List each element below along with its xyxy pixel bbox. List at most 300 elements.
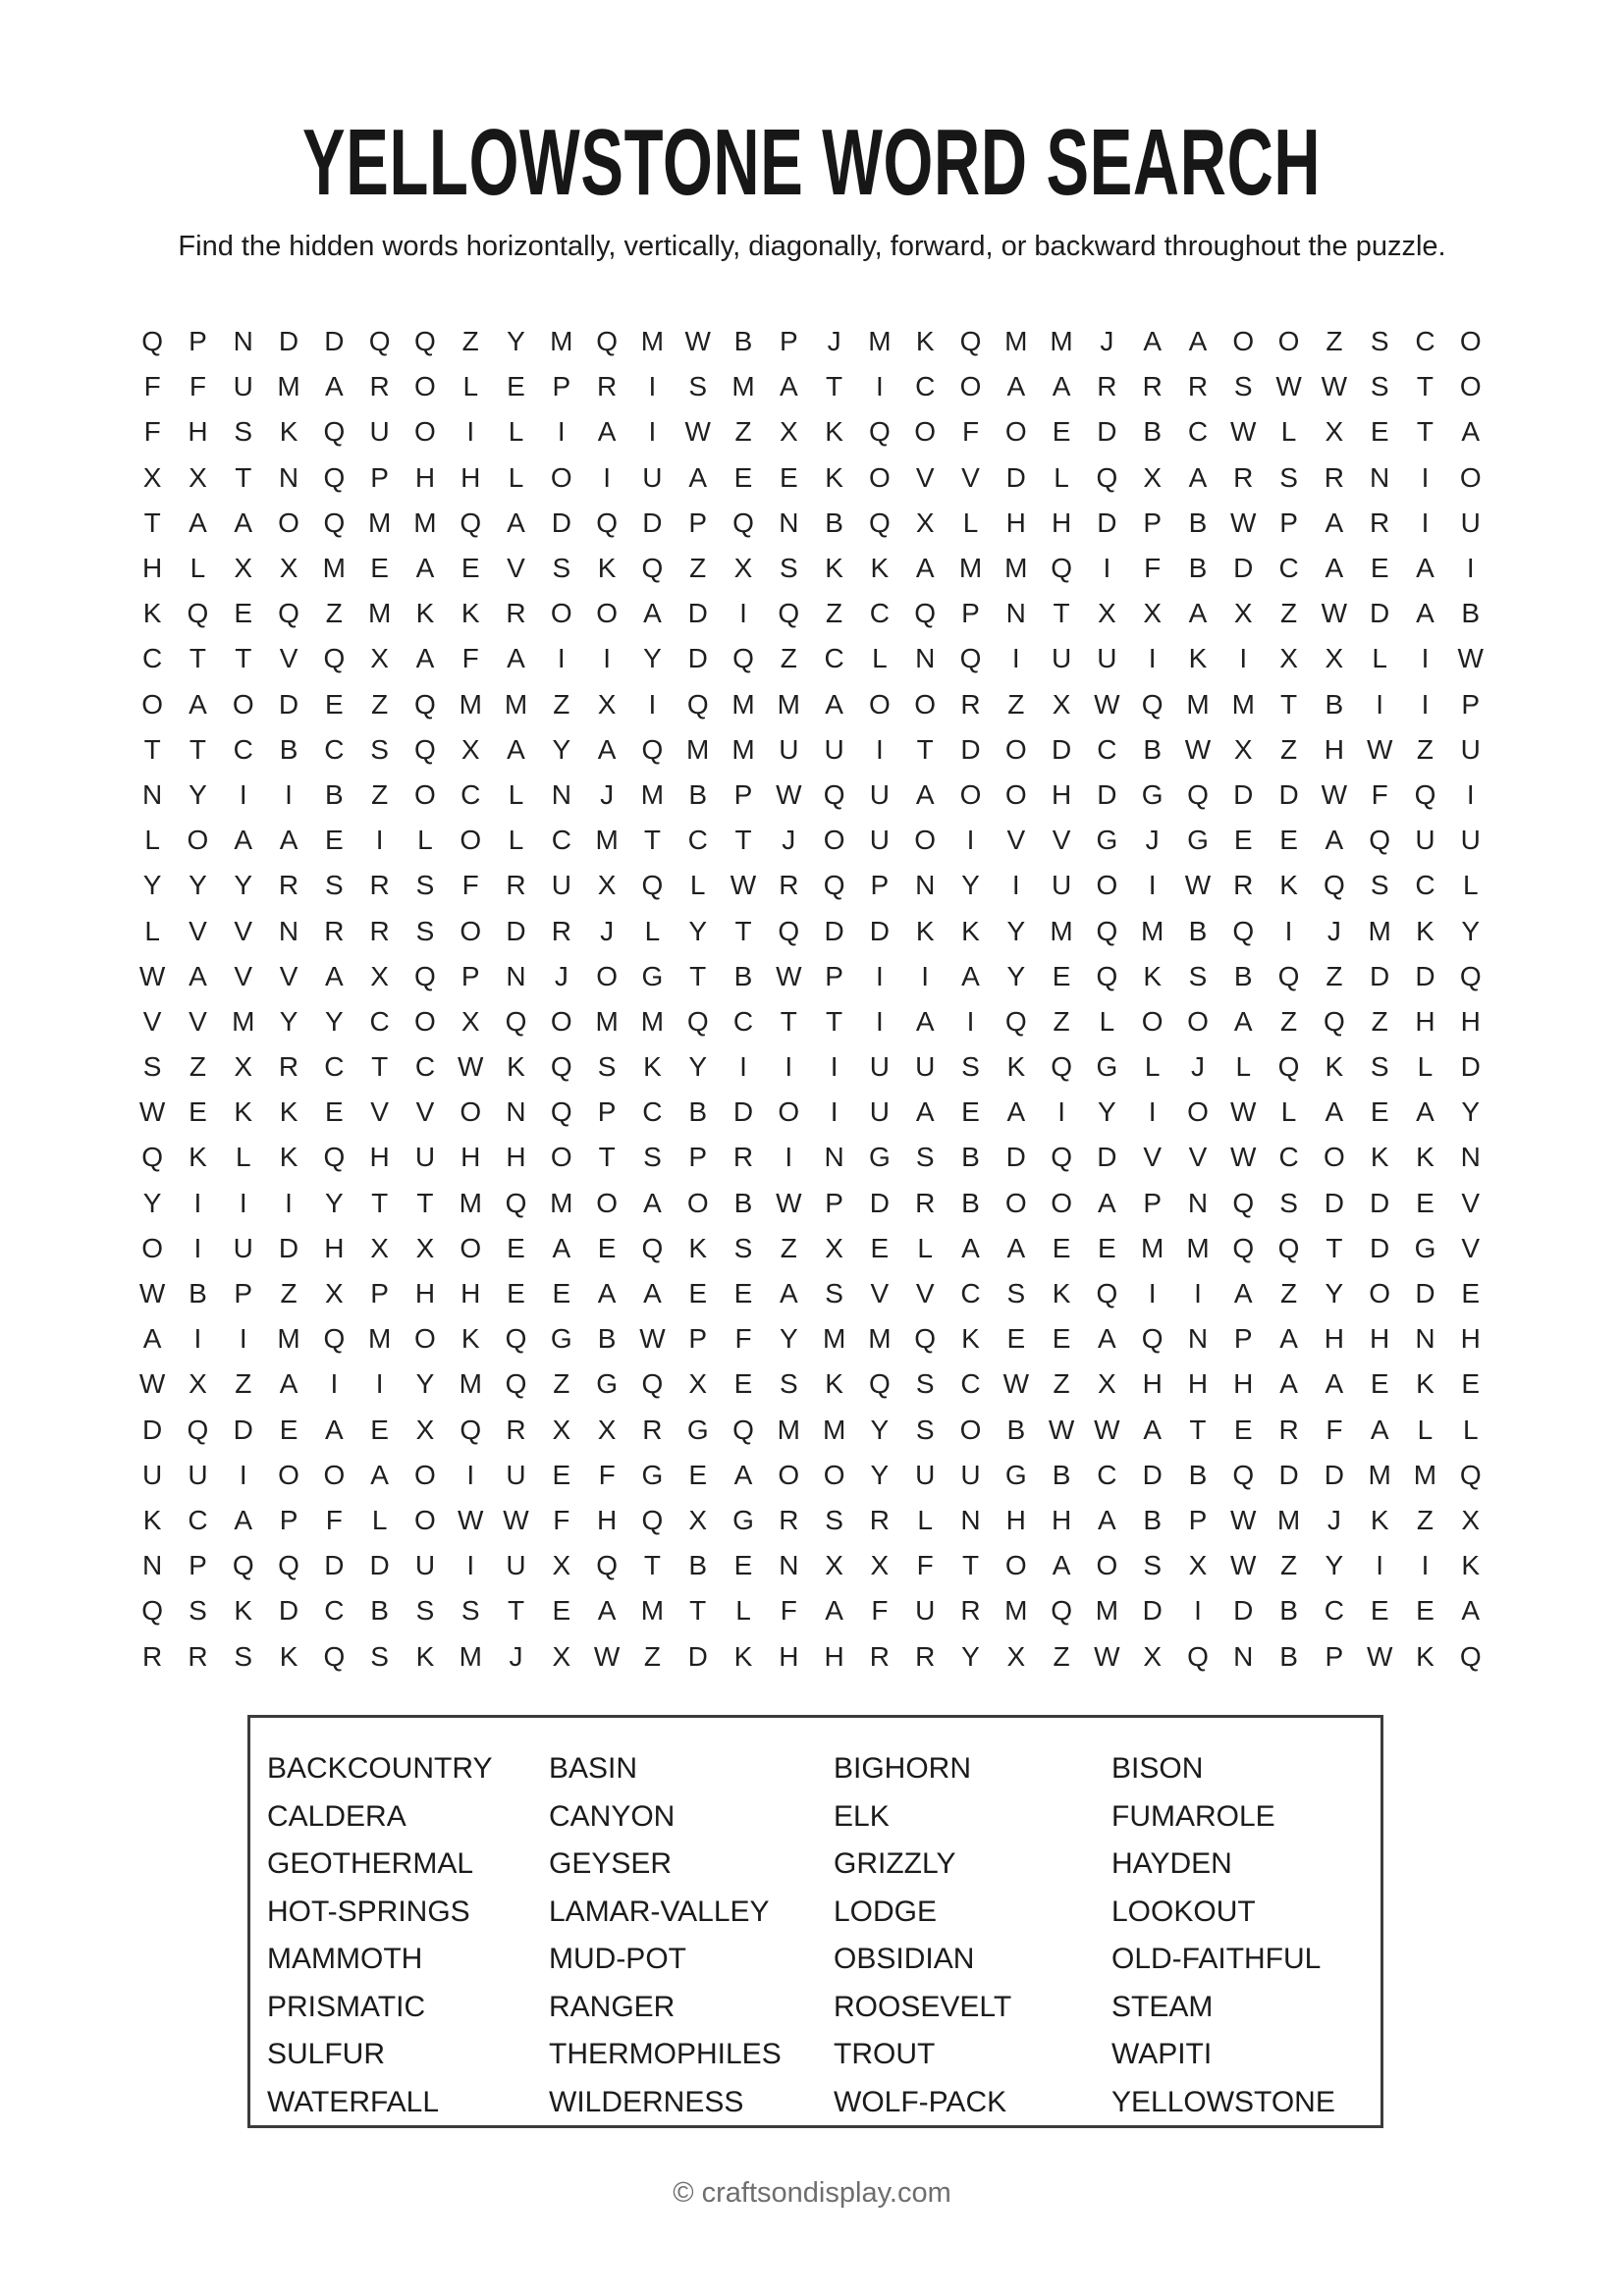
grid-letter: E xyxy=(1370,1595,1389,1627)
grid-letter: K xyxy=(1188,643,1208,674)
grid-letter: Z xyxy=(553,1368,570,1400)
grid-letter: M xyxy=(822,1414,846,1445)
grid-letter: P xyxy=(688,507,708,538)
grid-letter: D xyxy=(1278,778,1299,810)
grid-letter: F xyxy=(598,1459,616,1490)
grid-letter: Q xyxy=(414,688,436,720)
word-item: THERMOPHILES xyxy=(549,2038,782,2070)
grid-letter: U xyxy=(1051,870,1072,901)
grid-letter: Q xyxy=(596,507,618,538)
grid-letter: A xyxy=(234,507,253,538)
grid-letter: K xyxy=(507,1051,525,1083)
word-item: OLD-FAITHFUL xyxy=(1111,1943,1322,1975)
grid-letter: X xyxy=(1188,1550,1208,1581)
grid-letter: X xyxy=(142,461,162,493)
grid-letter: Y xyxy=(870,1414,890,1445)
grid-letter: Q xyxy=(232,1550,254,1581)
grid-letter: Y xyxy=(1098,1096,1116,1128)
word-item: LODGE xyxy=(834,1895,938,1928)
grid-letter: W xyxy=(1002,1368,1029,1400)
grid-letter: W xyxy=(639,1323,666,1355)
grid-letter: U xyxy=(960,1459,981,1490)
grid-letter: X xyxy=(1233,733,1253,765)
grid-letter: V xyxy=(370,1096,389,1128)
grid-letter: I xyxy=(876,960,884,991)
grid-letter: Q xyxy=(141,326,164,357)
grid-letter: I xyxy=(785,1142,793,1173)
grid-letter: N xyxy=(1187,1323,1209,1355)
grid-letter: K xyxy=(1325,1051,1344,1083)
grid-letter: P xyxy=(1188,1504,1208,1535)
grid-letter: D xyxy=(1097,1142,1117,1173)
word-item: WAPITI xyxy=(1111,2038,1213,2070)
grid-letter: M xyxy=(731,688,755,720)
grid-letter: B xyxy=(1006,1414,1026,1445)
grid-letter: A xyxy=(733,1459,753,1490)
grid-letter: A xyxy=(825,688,843,720)
grid-letter: Q xyxy=(1187,1640,1209,1672)
grid-letter: O xyxy=(914,825,937,856)
grid-letter: D xyxy=(506,915,526,946)
word-item: WILDERNESS xyxy=(549,2085,744,2118)
grid-letter: J xyxy=(1145,825,1160,856)
grid-letter: E xyxy=(1461,1278,1481,1309)
grid-letter: Q xyxy=(1277,960,1300,991)
grid-letter: L xyxy=(917,1232,933,1263)
grid-letter: Q xyxy=(1414,778,1436,810)
grid-letter: E xyxy=(1052,1323,1071,1355)
grid-letter: C xyxy=(732,1005,754,1037)
grid-letter: F xyxy=(871,1595,889,1627)
grid-letter: J xyxy=(1100,326,1114,357)
grid-letter: O xyxy=(778,1459,800,1490)
grid-letter: A xyxy=(142,1323,162,1355)
grid-letter: H xyxy=(1051,507,1072,538)
grid-letter: V xyxy=(1143,1142,1163,1173)
grid-letter: B xyxy=(1052,1459,1071,1490)
grid-letter: X xyxy=(1233,598,1253,629)
grid-letter: L xyxy=(689,870,706,901)
grid-letter: I xyxy=(1057,1096,1065,1128)
grid-letter: L xyxy=(1099,1005,1115,1037)
word-item: BACKCOUNTRY xyxy=(267,1752,493,1785)
word-list-box xyxy=(247,1715,1383,2128)
grid-letter: E xyxy=(733,1550,753,1581)
grid-letter: K xyxy=(234,1595,253,1627)
grid-letter: K xyxy=(1370,1142,1389,1173)
grid-letter: Q xyxy=(1232,1187,1255,1218)
grid-letter: P xyxy=(1325,1640,1344,1672)
grid-letter: M xyxy=(1141,1232,1164,1263)
grid-letter: B xyxy=(370,1595,389,1627)
grid-letter: K xyxy=(189,1142,207,1173)
grid-letter: N xyxy=(1460,1142,1481,1173)
grid-letter: I xyxy=(830,1096,839,1128)
grid-letter: A xyxy=(779,371,798,402)
grid-letter: A xyxy=(1325,553,1344,584)
grid-letter: P xyxy=(1461,688,1481,720)
grid-letter: B xyxy=(733,326,753,357)
grid-letter: T xyxy=(371,1051,389,1083)
grid-letter: O xyxy=(1004,1187,1027,1218)
grid-letter: O xyxy=(1004,778,1027,810)
grid-letter: Q xyxy=(1459,1640,1482,1672)
grid-letter: A xyxy=(1098,1323,1116,1355)
grid-letter: D xyxy=(732,1096,754,1128)
grid-letter: K xyxy=(279,1096,298,1128)
grid-letter: B xyxy=(688,1550,708,1581)
grid-letter: P xyxy=(234,1278,253,1309)
grid-letter: S xyxy=(733,1232,753,1263)
grid-letter: H xyxy=(1324,733,1344,765)
grid-letter: C xyxy=(188,1504,208,1535)
grid-letter: V xyxy=(279,643,298,674)
word-item: GEOTHERMAL xyxy=(267,1847,474,1880)
grid-letter: L xyxy=(1144,1051,1161,1083)
grid-letter: Q xyxy=(1232,1459,1255,1490)
grid-letter: W xyxy=(1184,733,1212,765)
grid-letter: X xyxy=(552,1414,571,1445)
grid-letter: I xyxy=(830,1051,839,1083)
grid-letter: D xyxy=(1005,1142,1026,1173)
grid-letter: Q xyxy=(959,326,982,357)
grid-letter: T xyxy=(826,371,843,402)
grid-letter: B xyxy=(733,1187,753,1218)
grid-letter: A xyxy=(915,778,935,810)
grid-letter: E xyxy=(324,688,344,720)
grid-letter: I xyxy=(557,643,566,674)
word-list-columns xyxy=(250,1718,1380,2126)
grid-letter: F xyxy=(734,1323,752,1355)
grid-letter: X xyxy=(779,416,798,448)
grid-letter: U xyxy=(869,1096,891,1128)
grid-letter: R xyxy=(779,1504,799,1535)
grid-letter: M xyxy=(1186,1232,1210,1263)
grid-letter: L xyxy=(371,1504,388,1535)
grid-letter: C xyxy=(324,1051,345,1083)
grid-letter: A xyxy=(415,553,435,584)
grid-letter: X xyxy=(870,1550,890,1581)
grid-letter: C xyxy=(960,1278,981,1309)
grid-letter: Z xyxy=(1416,1504,1435,1535)
grid-letter: H xyxy=(1460,1323,1481,1355)
grid-letter: C xyxy=(1415,870,1435,901)
grid-letter: Z xyxy=(1371,1005,1388,1037)
grid-letter: J xyxy=(1326,915,1341,946)
grid-letter: J xyxy=(1190,1051,1205,1083)
grid-letter: Z xyxy=(553,688,570,720)
grid-letter: X xyxy=(1006,1640,1026,1672)
grid-letter: M xyxy=(777,1414,800,1445)
grid-letter: T xyxy=(1189,1414,1207,1445)
grid-letter: E xyxy=(324,825,344,856)
grid-letter: Y xyxy=(552,733,571,765)
grid-letter: D xyxy=(869,1187,891,1218)
grid-letter: U xyxy=(142,1459,163,1490)
word-search-grid xyxy=(130,319,1493,1680)
grid-letter: E xyxy=(552,1278,571,1309)
grid-letter: E xyxy=(1416,1595,1435,1627)
grid-letter: J xyxy=(600,915,615,946)
grid-letter: D xyxy=(1415,1278,1435,1309)
grid-letter: A xyxy=(1098,1504,1116,1535)
grid-letter: Z xyxy=(1326,960,1343,991)
grid-letter: X xyxy=(825,1232,843,1263)
grid-letter: B xyxy=(1143,416,1163,448)
grid-letter: V xyxy=(234,915,253,946)
grid-letter: E xyxy=(1052,1232,1071,1263)
grid-letter: I xyxy=(1376,1550,1384,1581)
grid-letter: Z xyxy=(189,1051,206,1083)
grid-letter: O xyxy=(1096,1550,1118,1581)
grid-letter: Z xyxy=(1280,1005,1298,1037)
grid-letter: I xyxy=(193,1232,202,1263)
grid-letter: M xyxy=(686,733,710,765)
word-item: BIGHORN xyxy=(834,1752,972,1785)
grid-letter: W xyxy=(1094,1640,1120,1672)
grid-letter: P xyxy=(870,870,890,901)
grid-letter: B xyxy=(688,778,708,810)
grid-letter: X xyxy=(552,1550,571,1581)
grid-letter: D xyxy=(1051,733,1072,765)
grid-letter: P xyxy=(370,461,389,493)
grid-letter: C xyxy=(1278,1142,1299,1173)
grid-letter: E xyxy=(1006,1323,1026,1355)
grid-letter: V xyxy=(189,915,207,946)
grid-letter: O xyxy=(1323,1142,1345,1173)
grid-letter: W xyxy=(138,1278,166,1309)
grid-letter: K xyxy=(460,598,480,629)
grid-letter: B xyxy=(1188,507,1208,538)
grid-letter: T xyxy=(235,461,252,493)
grid-letter: H xyxy=(460,461,481,493)
grid-letter: R xyxy=(960,1595,981,1627)
grid-letter: D xyxy=(687,598,708,629)
grid-letter: E xyxy=(1052,416,1071,448)
grid-letter: A xyxy=(1370,1414,1389,1445)
grid-letter: I xyxy=(1466,778,1475,810)
grid-letter: P xyxy=(961,598,980,629)
grid-letter: A xyxy=(1006,371,1026,402)
grid-letter: H xyxy=(414,461,436,493)
grid-letter: Q xyxy=(732,507,754,538)
grid-letter: Z xyxy=(371,778,389,810)
grid-letter: N xyxy=(142,778,163,810)
grid-letter: A xyxy=(189,688,207,720)
grid-letter: O xyxy=(1187,1005,1209,1037)
grid-letter: Q xyxy=(187,1414,209,1445)
instructions-text: Find the hidden words horizontally, vertically, diagonally, forward, or backward throughout the puzzle. xyxy=(178,231,1446,262)
grid-letter: Q xyxy=(596,326,618,357)
grid-letter: X xyxy=(1098,1368,1116,1400)
grid-letter: Q xyxy=(414,326,436,357)
grid-letter: O xyxy=(232,688,254,720)
grid-letter: Z xyxy=(235,1368,252,1400)
grid-letter: H xyxy=(1142,1368,1163,1400)
grid-letter: F xyxy=(143,371,161,402)
grid-letter: S xyxy=(779,1368,798,1400)
grid-letter: R xyxy=(869,1640,891,1672)
grid-letter: Z xyxy=(689,553,707,584)
grid-letter: E xyxy=(1052,960,1071,991)
grid-letter: O xyxy=(959,371,982,402)
grid-letter: E xyxy=(961,1096,980,1128)
instructions xyxy=(0,230,1624,264)
grid-letter: U xyxy=(369,416,390,448)
grid-letter: Q xyxy=(732,643,754,674)
grid-letter: Q xyxy=(641,1232,664,1263)
grid-letter: S xyxy=(688,371,708,402)
word-item: LOOKOUT xyxy=(1111,1895,1256,1928)
grid-letter: I xyxy=(330,1368,339,1400)
grid-letter: G xyxy=(1187,825,1209,856)
grid-letter: Q xyxy=(1051,1051,1072,1083)
grid-letter: S xyxy=(460,1595,480,1627)
grid-letter: O xyxy=(414,778,436,810)
grid-letter: A xyxy=(1233,1278,1253,1309)
grid-letter: Y xyxy=(234,870,253,901)
grid-letter: I xyxy=(1148,643,1157,674)
word-item: GRIZZLY xyxy=(834,1847,956,1880)
grid-letter: M xyxy=(277,371,300,402)
grid-letter: H xyxy=(506,1142,526,1173)
grid-letter: C xyxy=(1324,1595,1344,1627)
grid-letter: D xyxy=(824,915,844,946)
grid-letter: Q xyxy=(460,507,482,538)
grid-letter: U xyxy=(915,1459,936,1490)
grid-letter: P xyxy=(688,1323,708,1355)
grid-letter: S xyxy=(142,1051,162,1083)
grid-letter: D xyxy=(278,1595,299,1627)
grid-letter: N xyxy=(506,960,526,991)
grid-letter: Z xyxy=(1326,326,1343,357)
grid-letter: I xyxy=(739,598,747,629)
grid-letter: L xyxy=(1235,1051,1252,1083)
grid-letter: I xyxy=(239,1323,247,1355)
grid-letter: P xyxy=(279,1504,298,1535)
grid-letter: E xyxy=(324,1096,344,1128)
grid-letter: I xyxy=(876,371,884,402)
grid-letter: M xyxy=(640,326,665,357)
grid-letter: L xyxy=(1417,1051,1434,1083)
grid-letter: Z xyxy=(643,1640,661,1672)
grid-letter: K xyxy=(415,1640,435,1672)
word-item: BISON xyxy=(1111,1752,1204,1785)
grid-letter: H xyxy=(1051,1504,1072,1535)
grid-letter: M xyxy=(868,1323,892,1355)
grid-letter: Q xyxy=(1277,1232,1300,1263)
grid-letter: P xyxy=(1279,507,1298,538)
grid-letter: O xyxy=(959,1414,982,1445)
grid-letter: K xyxy=(1416,915,1435,946)
grid-letter: I xyxy=(193,1187,202,1218)
word-item: BASIN xyxy=(549,1752,638,1785)
grid-letter: Q xyxy=(460,1414,482,1445)
grid-letter: L xyxy=(1372,643,1387,674)
grid-letter: R xyxy=(506,598,526,629)
grid-letter: Y xyxy=(189,778,207,810)
grid-letter: N xyxy=(506,1096,526,1128)
grid-letter: Z xyxy=(1053,1368,1070,1400)
grid-letter: A xyxy=(324,1414,344,1445)
grid-letter: I xyxy=(876,733,884,765)
grid-letter: O xyxy=(550,1142,572,1173)
grid-letter: T xyxy=(643,825,661,856)
grid-letter: Q xyxy=(368,326,391,357)
grid-letter: W xyxy=(1457,643,1484,674)
word-item: HAYDEN xyxy=(1111,1847,1232,1880)
grid-letter: O xyxy=(414,1323,436,1355)
grid-letter: I xyxy=(1148,1096,1157,1128)
grid-letter: Z xyxy=(371,688,389,720)
grid-letter: V xyxy=(234,960,253,991)
grid-letter: Q xyxy=(1369,825,1391,856)
grid-letter: E xyxy=(1370,1096,1389,1128)
grid-letter: C xyxy=(960,1368,981,1400)
grid-letter: B xyxy=(733,960,753,991)
grid-letter: A xyxy=(643,598,662,629)
grid-letter: T xyxy=(189,643,206,674)
grid-letter: A xyxy=(1416,553,1435,584)
grid-letter: Q xyxy=(278,1550,299,1581)
grid-letter: W xyxy=(1230,1142,1257,1173)
grid-letter: I xyxy=(239,1459,247,1490)
grid-letter: E xyxy=(552,1459,571,1490)
grid-letter: M xyxy=(504,688,528,720)
word-item: SULFUR xyxy=(267,2038,386,2070)
grid-letter: W xyxy=(1094,688,1120,720)
grid-letter: E xyxy=(234,598,253,629)
grid-letter: S xyxy=(825,1278,843,1309)
grid-letter: B xyxy=(1143,733,1163,765)
grid-letter: M xyxy=(777,688,800,720)
grid-letter: K xyxy=(279,1640,298,1672)
grid-letter: T xyxy=(189,733,206,765)
grid-letter: Y xyxy=(1006,915,1026,946)
grid-letter: Q xyxy=(414,733,436,765)
grid-letter: B xyxy=(1461,598,1481,629)
grid-letter: Q xyxy=(1096,915,1118,946)
grid-letter: R xyxy=(1370,507,1390,538)
grid-letter: T xyxy=(689,960,707,991)
grid-letter: N xyxy=(1370,461,1390,493)
grid-letter: L xyxy=(1417,1414,1434,1445)
grid-letter: I xyxy=(285,1187,293,1218)
grid-letter: Y xyxy=(1461,915,1481,946)
grid-letter: X xyxy=(370,643,389,674)
grid-letter: Q xyxy=(141,1142,164,1173)
grid-letter: Q xyxy=(323,1640,346,1672)
grid-letter: X xyxy=(370,960,389,991)
grid-letter: H xyxy=(369,1142,390,1173)
grid-letter: R xyxy=(278,870,299,901)
grid-letter: K xyxy=(1006,1051,1026,1083)
grid-letter: L xyxy=(144,825,160,856)
grid-letter: C xyxy=(1278,553,1299,584)
grid-letter: V xyxy=(189,1005,207,1037)
grid-letter: E xyxy=(733,461,753,493)
grid-letter: Y xyxy=(142,1187,162,1218)
grid-letter: S xyxy=(415,1595,435,1627)
grid-letter: L xyxy=(872,643,888,674)
grid-letter: C xyxy=(687,825,708,856)
grid-letter: X xyxy=(688,1368,708,1400)
grid-letter: O xyxy=(1051,1187,1072,1218)
grid-letter: E xyxy=(733,1278,753,1309)
grid-letter: I xyxy=(1421,688,1430,720)
word-item: FUMAROLE xyxy=(1111,1799,1275,1833)
grid-letter: Q xyxy=(823,778,845,810)
